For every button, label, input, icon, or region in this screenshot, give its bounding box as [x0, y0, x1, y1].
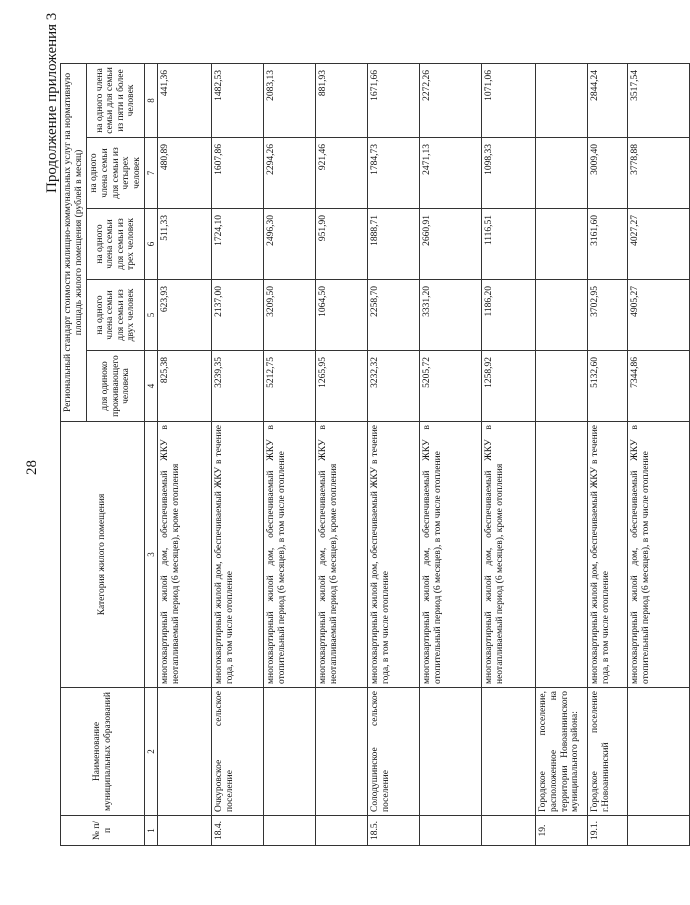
standard-value: 1724,10 [212, 209, 264, 280]
housing-category: многоквартирный жилой дом, обеспечиваемый ЖКУ в неотапливаемый период (6 месяцев), кроме отопления [482, 422, 536, 688]
standard-value [536, 280, 588, 351]
row-number: 18.5. [368, 816, 420, 846]
standard-value: 441,36 [158, 63, 212, 137]
table-row [316, 63, 368, 845]
housing-category: многоквартирный жилой дом, обеспечиваемый ЖКУ в отопительный период (6 месяцев), в том числе отопление [264, 422, 316, 688]
standard-value: 2272,26 [420, 63, 482, 137]
municipality-name [264, 688, 316, 816]
standard-value: 3517,54 [628, 63, 690, 137]
standard-value: 2258,70 [368, 280, 420, 351]
row-number [158, 816, 212, 846]
standard-value: 2471,13 [420, 138, 482, 209]
municipality-name: Солодушинское сельское поселение [368, 688, 420, 816]
standard-value: 1607,86 [212, 138, 264, 209]
col-number: 8 [145, 63, 158, 137]
header-no: № п/п [61, 816, 145, 846]
standard-value: 511,33 [158, 209, 212, 280]
table-row [482, 63, 536, 845]
municipality-name: Городское поселение г.Новоаннинский [588, 688, 628, 816]
standard-value: 5205,72 [420, 351, 482, 422]
table-row [368, 63, 420, 845]
standard-value: 4027,27 [628, 209, 690, 280]
standard-value: 881,93 [316, 63, 368, 137]
header-standard: Региональный стандарт стоимости жилищно-коммунальных услуг на нормативную площадь жилого помещения (рублей в месяц) [61, 63, 87, 421]
standard-value: 3161,60 [588, 209, 628, 280]
row-number [264, 816, 316, 846]
municipality-name [158, 688, 212, 816]
housing-category: многоквартирный жилой дом, обеспечиваемый ЖКУ в течение года, в том числе отопление [588, 422, 628, 688]
table-row [212, 63, 264, 845]
table-row [158, 63, 212, 845]
housing-category: многоквартирный жилой дом, обеспечиваемый ЖКУ в неотапливаемый период (6 месяцев), кроме отопления [158, 422, 212, 688]
column-numbers-row [145, 63, 158, 845]
row-number [420, 816, 482, 846]
municipality-name [482, 688, 536, 816]
row-number: 19. [536, 816, 588, 846]
col-number: 3 [145, 422, 158, 688]
standard-value [536, 351, 588, 422]
housing-category: многоквартирный жилой дом, обеспечиваемый ЖКУ в отопительный период (6 месяцев), в том числе отопление [628, 422, 690, 688]
standard-value: 2496,30 [264, 209, 316, 280]
standard-value: 3009,40 [588, 138, 628, 209]
header-sub: на одного члена семьи для семьи из трех человек [87, 209, 145, 280]
standard-value: 5132,60 [588, 351, 628, 422]
standard-value: 2844,24 [588, 63, 628, 137]
housing-category: многоквартирный жилой дом, обеспечиваемый ЖКУ в неотапливаемый период (6 месяцев), кроме отопления [316, 422, 368, 688]
row-number [628, 816, 690, 846]
standard-value: 5212,75 [264, 351, 316, 422]
standards-table [60, 63, 690, 846]
standard-value: 1098,33 [482, 138, 536, 209]
appendix-title: Продолжение приложения 3 [44, 12, 60, 193]
header-sub: на одного члена семьи для семьи из пяти и более человек [87, 63, 145, 137]
standard-value: 1671,66 [368, 63, 420, 137]
standard-value: 3209,50 [264, 280, 316, 351]
standard-value: 2660,91 [420, 209, 482, 280]
col-number: 5 [145, 280, 158, 351]
standard-value: 3232,32 [368, 351, 420, 422]
standard-value: 3331,20 [420, 280, 482, 351]
col-number: 6 [145, 209, 158, 280]
col-number: 4 [145, 351, 158, 422]
standard-value: 7344,86 [628, 351, 690, 422]
municipality-name: Очкуровское сельское поселение [212, 688, 264, 816]
standard-value: 1265,95 [316, 351, 368, 422]
row-number: 19.1. [588, 816, 628, 846]
standard-value: 1116,51 [482, 209, 536, 280]
municipality-name [316, 688, 368, 816]
page-number: 28 [24, 460, 40, 475]
table-row [420, 63, 482, 845]
row-number [482, 816, 536, 846]
standard-value: 1064,50 [316, 280, 368, 351]
standard-value: 2294,26 [264, 138, 316, 209]
table-row [264, 63, 316, 845]
standard-value [536, 209, 588, 280]
standard-value: 3778,88 [628, 138, 690, 209]
housing-category: многоквартирный жилой дом, обеспечиваемый ЖКУ в течение года, в том числе отопление [368, 422, 420, 688]
row-number: 18.4. [212, 816, 264, 846]
standard-value [536, 63, 588, 137]
standard-value: 1482,53 [212, 63, 264, 137]
standard-value [536, 138, 588, 209]
standard-value: 3702,95 [588, 280, 628, 351]
standard-value: 4905,27 [628, 280, 690, 351]
standard-value: 1258,92 [482, 351, 536, 422]
standard-value: 480,89 [158, 138, 212, 209]
header-name: Наименование муниципальных образований [61, 688, 145, 816]
municipality-name [628, 688, 690, 816]
table-row [628, 63, 690, 845]
col-number: 1 [145, 816, 158, 846]
standard-value: 2137,00 [212, 280, 264, 351]
municipality-name [420, 688, 482, 816]
col-number: 7 [145, 138, 158, 209]
header-sub: на одного члена семьи для семьи из двух человек [87, 280, 145, 351]
standard-value: 1071,06 [482, 63, 536, 137]
row-number [316, 816, 368, 846]
header-category: Категория жилого помещения [61, 422, 145, 688]
standard-value: 1784,73 [368, 138, 420, 209]
standard-value: 3239,35 [212, 351, 264, 422]
table-row [588, 63, 628, 845]
standard-value: 921,46 [316, 138, 368, 209]
standard-value: 623,93 [158, 280, 212, 351]
standard-value: 1186,20 [482, 280, 536, 351]
header-sub: на одного члена семьи для семьи из четырех человек [87, 138, 145, 209]
standard-value: 951,90 [316, 209, 368, 280]
header-sub: для одиноко проживающего человека [87, 351, 145, 422]
housing-category: многоквартирный жилой дом, обеспечиваемый ЖКУ в отопительный период (6 месяцев), в том числе отопление [420, 422, 482, 688]
municipality-name: Городское поселение, расположенное на территории Новоаннинского муниципального района: [536, 688, 588, 816]
standard-value: 825,38 [158, 351, 212, 422]
housing-category [536, 422, 588, 688]
standard-value: 1888,71 [368, 209, 420, 280]
header-row-1 [61, 63, 87, 845]
housing-category: многоквартирный жилой дом, обеспечиваемый ЖКУ в течение года, в том числе отопление [212, 422, 264, 688]
col-number: 2 [145, 688, 158, 816]
standard-value: 2083,13 [264, 63, 316, 137]
table-row [536, 63, 588, 845]
